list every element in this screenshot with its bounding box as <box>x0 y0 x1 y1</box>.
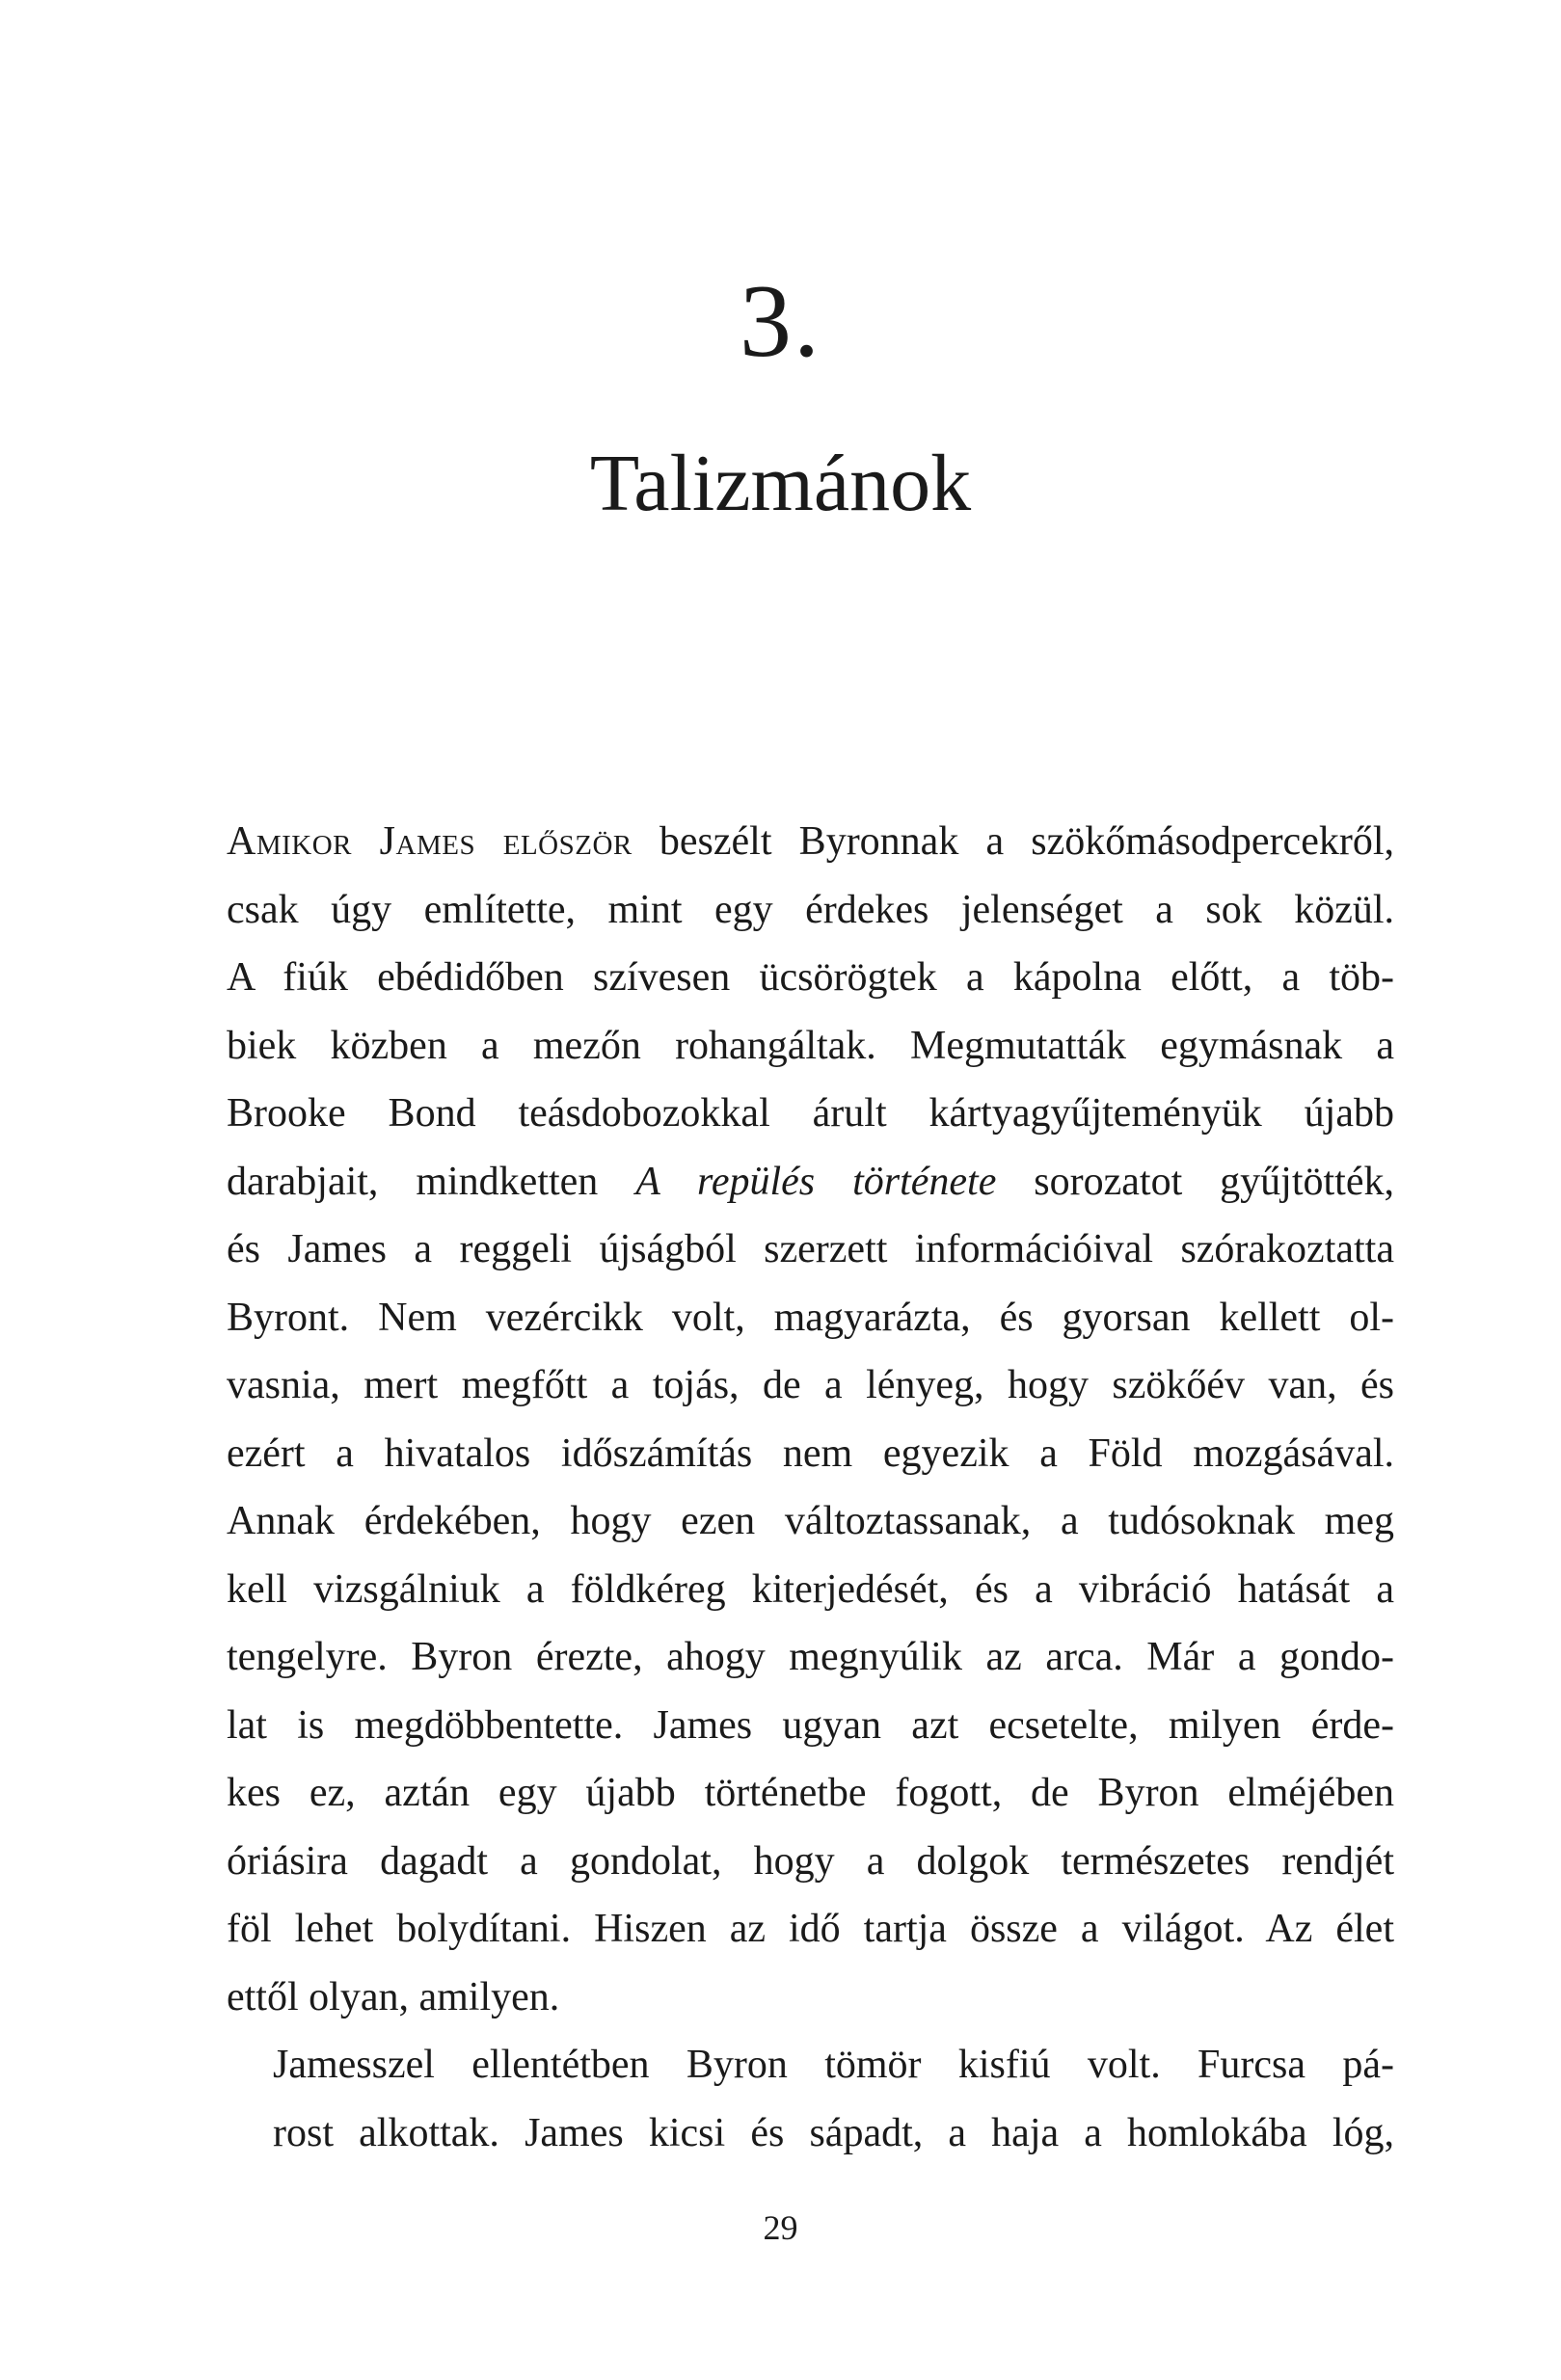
text-line: Annak érdekében, hogy ezen változtassanak, a tudósoknak meg <box>227 1499 1394 1543</box>
text-line: lat is megdöbbentette. James ugyan azt ecsetelte, milyen érde- <box>227 1702 1394 1748</box>
text-line: óriásira dagadt a gondolat, hogy a dolgok természetes rendjét <box>227 1838 1394 1884</box>
text-line: tengelyre. Byron érezte, ahogy megnyúlik az arca. Már a gondo- <box>227 1635 1394 1679</box>
text-line: föl lehet bolydítani. Hiszen az idő tartja össze a világot. Az élet <box>227 1907 1394 1951</box>
text-line: A fiúk ebédidőben szívesen ücsörögtek a kápolna előtt, a töb- <box>227 955 1394 1000</box>
chapter-number: 3. <box>740 264 821 379</box>
text-line: kes ez, aztán egy újabb történetbe fogott, de Byron elméjében <box>227 1771 1394 1815</box>
text-segment: beszélt Byronnak a szökőmásodpercekről, <box>632 819 1394 864</box>
text-line: csak úgy említette, mint egy érdekes jelenséget a sok közül. <box>227 887 1394 932</box>
chapter-title: Talizmánok <box>589 439 972 528</box>
text-segment: sorozatot gyűjtötték, <box>996 1159 1394 1204</box>
text-segment: darabjait, mindketten <box>227 1159 636 1204</box>
text-line: biek közben a mezőn rohangáltak. Megmutatták egymásnak a <box>227 1023 1394 1068</box>
text-line: Byront. Nem vezércikk volt, magyarázta, és gyorsan kellett ol- <box>227 1295 1394 1340</box>
text-line: ezért a hivatalos időszámítás nem egyezik a Föld mozgásával. <box>227 1431 1394 1476</box>
text-line: vasnia, mert megfőtt a tojás, de a lényeg, hogy szökőév van, és <box>227 1363 1394 1407</box>
page-number: 29 <box>763 2208 798 2247</box>
text-line <box>227 808 1394 876</box>
italic-book-title: A repülés története <box>635 1159 997 1204</box>
text-line: Brooke Bond teásdobozokkal árult kártyagyűjteményük újabb <box>227 1091 1394 1136</box>
smallcaps-lead: Amikor James először <box>227 819 632 864</box>
text-line: rost alkottak. James kicsi és sápadt, a haja a homlokába lóg, <box>273 2110 1394 2155</box>
paragraph-2 <box>227 2031 1394 2167</box>
body-text <box>227 808 1394 2167</box>
paragraph-1 <box>227 808 1394 2031</box>
text-line: ettől olyan, amilyen. <box>227 1974 560 2019</box>
text-line: kell vizsgálniuk a földkéreg kiterjedését, és a vibráció hatását a <box>227 1566 1394 1612</box>
text-line: Jamesszel ellentétben Byron tömör kisfiú volt. Furcsa pá- <box>273 2043 1394 2087</box>
text-line <box>227 1148 1394 1217</box>
text-line: és James a reggeli újságból szerzett információival szórakoztatta <box>227 1227 1394 1271</box>
